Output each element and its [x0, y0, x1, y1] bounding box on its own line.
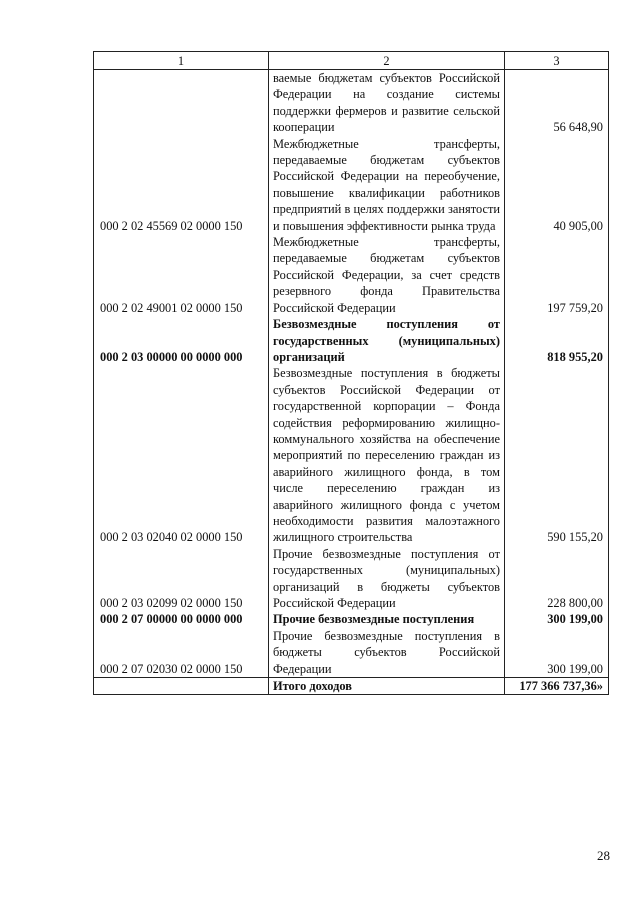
column-header-1: 1 [94, 52, 269, 70]
budget-code-cell: 000 2 02 49001 02 0000 150 [94, 234, 269, 316]
amount-cell: 40 905,00 [505, 136, 609, 234]
table-row [94, 628, 609, 678]
budget-code-cell: 000 2 03 02040 02 0000 150 [94, 365, 269, 545]
amount-cell: 56 648,90 [505, 70, 609, 136]
amount-cell: 300 199,00 [505, 628, 609, 678]
page-number: 28 [597, 848, 610, 863]
budget-code-cell: 000 2 02 45569 02 0000 150 [94, 136, 269, 234]
table-row [94, 70, 609, 136]
budget-code-cell: 000 2 03 02099 02 0000 150 [94, 546, 269, 612]
amount-cell: 197 759,20 [505, 234, 609, 316]
budget-code-cell [94, 70, 269, 136]
revenue-name-cell: Безвозмездные поступления в бюджеты субъектов Российской Федерации от государственной корпорации – Фонда содействия реформированию жилищно-коммунального хозяйства на обеспечение мероприятий по переселению граждан из аварийного жилищного фонда, в том числе переселению граждан из аварийного жилищного фонда с учетом необходимости развития малоэтажного жилищного строительства [269, 365, 505, 545]
revenue-name-cell: Межбюджетные трансферты, передаваемые бюджетам субъектов Российской Федерации, за счет средств резервного фонда Правительства Российской Федерации [269, 234, 505, 316]
revenue-table [93, 51, 609, 695]
table-row [94, 546, 609, 612]
table-row [94, 611, 609, 627]
table-row [94, 234, 609, 316]
budget-code-cell: 000 2 07 02030 02 0000 150 [94, 628, 269, 678]
table-body [94, 70, 609, 695]
amount-cell: 300 199,00 [505, 611, 609, 627]
revenue-name-cell: ваемые бюджетам субъектов Российской Федерации на создание системы поддержки фермеров и развитие сельской кооперации [269, 70, 505, 136]
amount-cell: 590 155,20 [505, 365, 609, 545]
total-code-cell [94, 678, 269, 695]
revenue-name-cell: Прочие безвозмездные поступления в бюджеты субъектов Российской Федерации [269, 628, 505, 678]
total-amount: 177 366 737,36» [505, 678, 609, 695]
column-header-2: 2 [269, 52, 505, 70]
revenue-name-cell: Прочие безвозмездные поступления от государственных (муниципальных) организаций в бюджеты субъектов Российской Федерации [269, 546, 505, 612]
total-row [94, 678, 609, 695]
table-row [94, 316, 609, 365]
amount-cell: 818 955,20 [505, 316, 609, 365]
budget-code-cell: 000 2 07 00000 00 0000 000 [94, 611, 269, 627]
table-header-row [94, 52, 609, 70]
revenue-name-cell: Прочие безвозмездные поступления [269, 611, 505, 627]
revenue-name-cell: Безвозмездные поступления от государственных (муниципальных) организаций [269, 316, 505, 365]
revenue-name-cell: Межбюджетные трансферты, передаваемые бюджетам субъектов Российской Федерации на переобучение, повышение квалификации работников предприятий в целях поддержки занятости и повышения эффективности рынка труда [269, 136, 505, 234]
column-header-3: 3 [505, 52, 609, 70]
table-row [94, 365, 609, 545]
table-row [94, 136, 609, 234]
budget-code-cell: 000 2 03 00000 00 0000 000 [94, 316, 269, 365]
amount-cell: 228 800,00 [505, 546, 609, 612]
total-label: Итого доходов [269, 678, 505, 695]
